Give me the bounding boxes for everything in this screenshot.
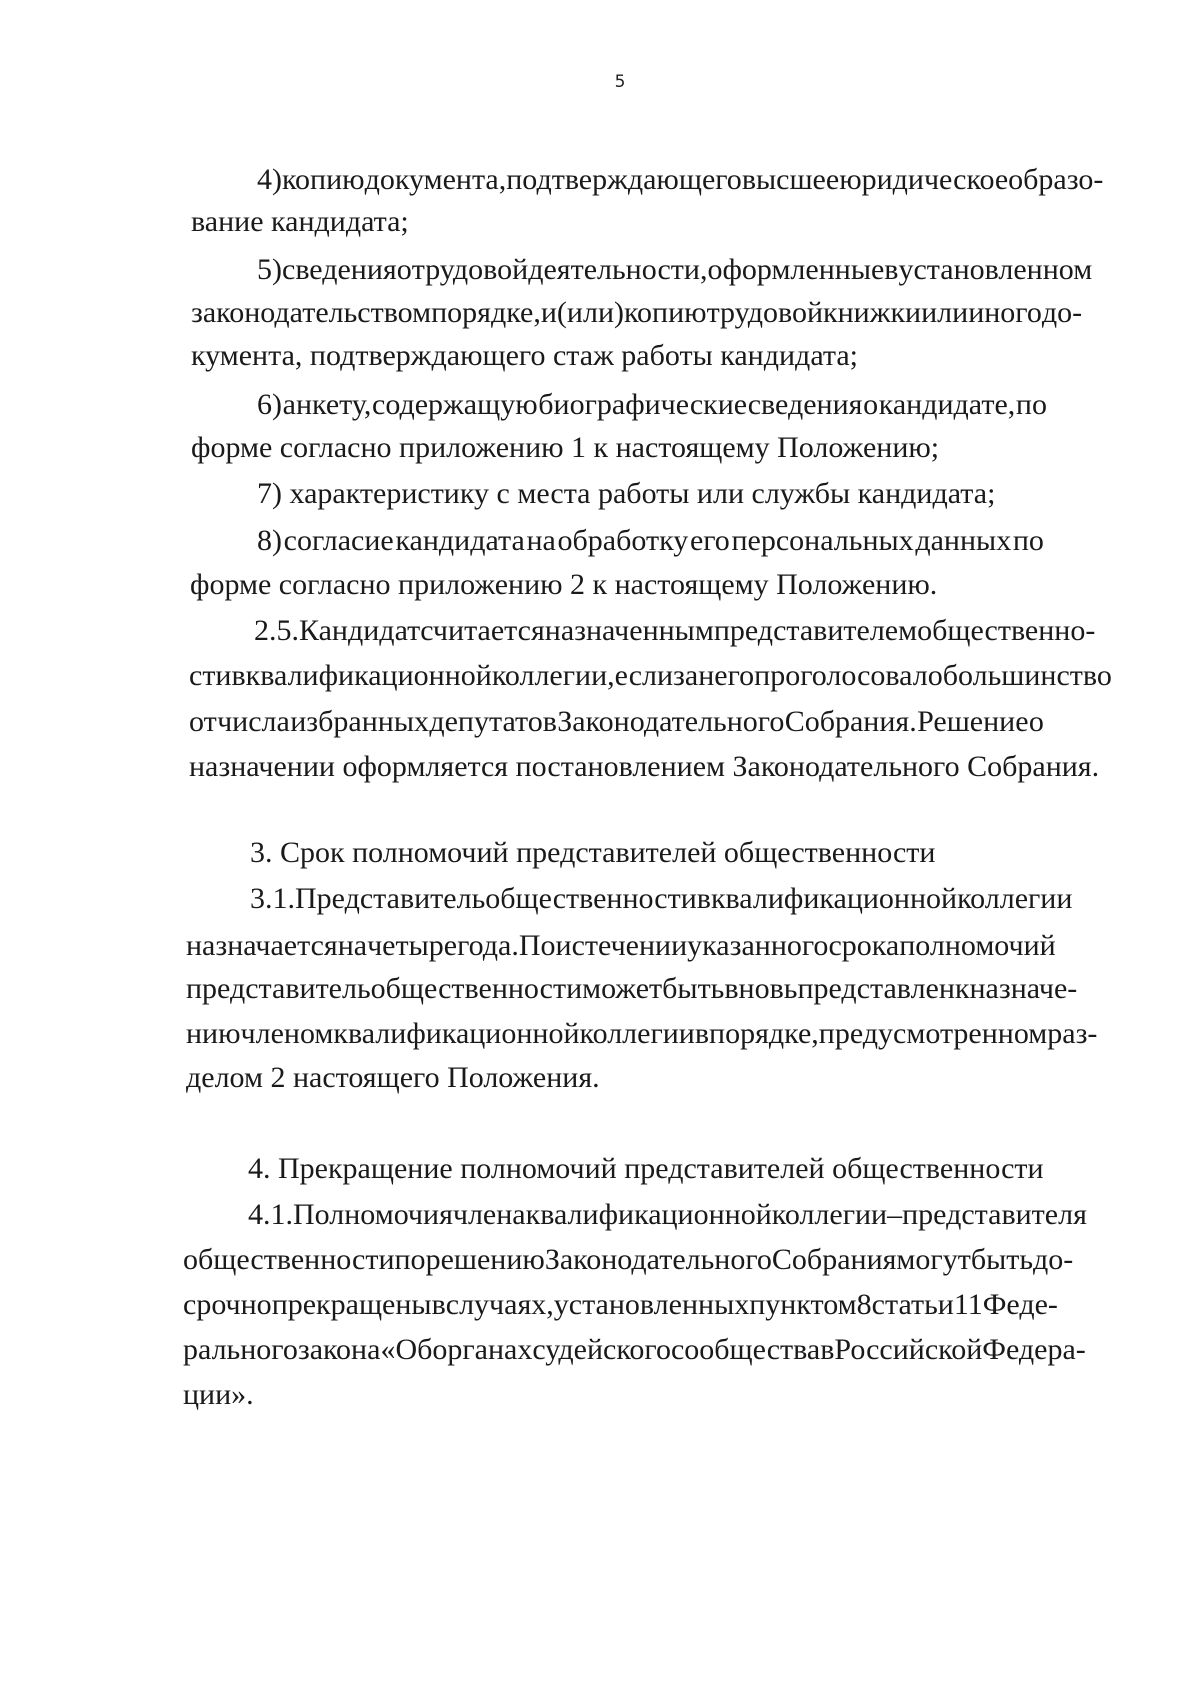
word: пунктом bbox=[749, 1288, 857, 1321]
word: Кандидат bbox=[299, 614, 421, 647]
text-line: кумента, подтверждающего стаж работы кандидата; bbox=[191, 339, 858, 372]
word: персональных bbox=[731, 524, 914, 557]
text-line: делом 2 настоящего Положения. bbox=[186, 1061, 600, 1094]
text-line bbox=[254, 614, 1096, 648]
word: общественности bbox=[183, 1243, 395, 1276]
text-line: назначении оформляется постановлением Законодательного Собрания. bbox=[189, 750, 1100, 783]
word: назначе- bbox=[969, 972, 1078, 1005]
section-heading: 4. Прекращение полномочий представителей общественности bbox=[248, 1152, 1044, 1185]
word: быть bbox=[662, 972, 725, 1005]
word: обработку bbox=[557, 524, 689, 557]
word: органах bbox=[432, 1333, 533, 1366]
word: случаях, bbox=[445, 1288, 554, 1321]
word: сообщества bbox=[670, 1333, 821, 1366]
word: образо- bbox=[1008, 163, 1104, 196]
word: до- bbox=[1033, 1243, 1074, 1276]
word: о bbox=[396, 253, 412, 286]
word: представителем bbox=[713, 614, 918, 647]
word: общественно- bbox=[917, 614, 1096, 647]
word: кандидата bbox=[395, 524, 525, 557]
word: истечении bbox=[555, 929, 688, 962]
word: членом bbox=[240, 1017, 334, 1050]
word: 11 bbox=[953, 1288, 983, 1321]
word: за bbox=[673, 659, 699, 692]
word: депутатов bbox=[429, 705, 557, 738]
word: Представитель bbox=[295, 882, 486, 915]
word: указанного bbox=[687, 929, 829, 962]
word: предусмотренном bbox=[818, 1017, 1048, 1050]
text-line bbox=[183, 1288, 1058, 1322]
word: высшее bbox=[741, 163, 840, 196]
section-heading: 3. Срок полномочий представителей общественности bbox=[250, 836, 936, 869]
word: и bbox=[540, 296, 557, 329]
word: представитель bbox=[186, 972, 371, 1005]
word: По bbox=[518, 929, 556, 962]
word: порядке, bbox=[709, 1017, 819, 1050]
word: в bbox=[694, 1017, 710, 1050]
page-number: 5 bbox=[614, 72, 626, 92]
word: книжки bbox=[823, 296, 922, 329]
word: в bbox=[820, 1333, 835, 1366]
word: установленных bbox=[553, 1288, 750, 1321]
text-line bbox=[183, 1243, 1074, 1277]
word: о bbox=[863, 388, 879, 421]
word: установленном bbox=[898, 253, 1093, 286]
word: большинство bbox=[942, 659, 1112, 692]
word: Законодательного bbox=[557, 705, 785, 738]
word: «Об bbox=[380, 1333, 433, 1366]
word: может bbox=[582, 972, 663, 1005]
word: общественности bbox=[485, 882, 697, 915]
word: в bbox=[231, 659, 246, 692]
word: коллегии bbox=[771, 1198, 888, 1231]
word: члена bbox=[452, 1198, 526, 1231]
text-line bbox=[248, 1198, 1087, 1232]
word: Решение bbox=[917, 705, 1029, 738]
word: законодательством bbox=[191, 296, 432, 329]
text-line bbox=[257, 524, 1044, 558]
word: сведения bbox=[282, 253, 397, 286]
text-line bbox=[189, 659, 1112, 693]
word: до- bbox=[1041, 296, 1083, 329]
word: срочно bbox=[183, 1288, 272, 1321]
word: кандидате, bbox=[878, 388, 1016, 421]
word: или bbox=[921, 296, 969, 329]
word: прекращены bbox=[271, 1288, 432, 1321]
word: избранных bbox=[290, 705, 429, 738]
text-line: 7) характеристику с места работы или службы кандидата; bbox=[257, 477, 996, 510]
word: о bbox=[1028, 705, 1044, 738]
word: квалификационной bbox=[245, 659, 492, 692]
word: представлен bbox=[797, 972, 955, 1005]
word: сти bbox=[189, 659, 232, 692]
word: анкету, bbox=[282, 388, 372, 421]
text-line bbox=[257, 253, 1093, 287]
word: в bbox=[431, 1288, 446, 1321]
word: Российской bbox=[834, 1333, 983, 1366]
word: 6) bbox=[257, 388, 282, 421]
word: числа bbox=[217, 705, 290, 738]
word: Полномочия bbox=[293, 1198, 453, 1231]
word: (или) bbox=[556, 296, 624, 329]
word: 8) bbox=[257, 524, 282, 557]
word: иного bbox=[968, 296, 1042, 329]
word: на bbox=[526, 524, 556, 557]
text-line bbox=[186, 972, 1078, 1006]
text-line: форме согласно приложению 1 к настоящему Положению; bbox=[191, 431, 940, 464]
word: могут bbox=[896, 1243, 971, 1276]
text-line bbox=[189, 705, 1044, 739]
word: квалификационной bbox=[333, 1017, 580, 1050]
word: рального bbox=[183, 1333, 298, 1366]
word: полномочий bbox=[899, 929, 1056, 962]
text-line bbox=[186, 1017, 1098, 1051]
word: коллегии bbox=[579, 1017, 695, 1050]
word: проголосовало bbox=[754, 659, 943, 692]
text-line: ции». bbox=[183, 1378, 254, 1411]
word: оформленные bbox=[707, 253, 885, 286]
text-line: вание кандидата; bbox=[191, 205, 409, 238]
word: от bbox=[189, 705, 217, 738]
word: копию bbox=[282, 163, 365, 196]
word: коллегии, bbox=[491, 659, 615, 692]
word: – bbox=[887, 1198, 903, 1231]
word: трудовой bbox=[706, 296, 824, 329]
word: коллегии bbox=[957, 882, 1073, 915]
word: по bbox=[394, 1243, 426, 1276]
word: Собрания. bbox=[784, 705, 917, 738]
word: содержащую bbox=[372, 388, 538, 421]
word: статьи bbox=[871, 1288, 954, 1321]
word: Законодательного bbox=[544, 1243, 772, 1276]
word: решению bbox=[425, 1243, 545, 1276]
word: 3.1. bbox=[250, 882, 295, 915]
word: срока bbox=[828, 929, 900, 962]
word: к bbox=[954, 972, 970, 1005]
text-line bbox=[183, 1333, 1086, 1367]
text-line: форме согласно приложению 2 к настоящему Положению. bbox=[190, 568, 938, 601]
word: закона bbox=[297, 1333, 381, 1366]
word: Собрания bbox=[771, 1243, 897, 1276]
word: раз- bbox=[1047, 1017, 1098, 1050]
word: 4.1. bbox=[248, 1198, 293, 1231]
word: считается bbox=[420, 614, 545, 647]
word: документа, bbox=[364, 163, 507, 196]
word: его bbox=[689, 524, 730, 557]
word: года. bbox=[457, 929, 519, 962]
word: биографические bbox=[538, 388, 748, 421]
word: назначенным bbox=[544, 614, 714, 647]
word: судейского bbox=[532, 1333, 671, 1366]
word: 8 bbox=[856, 1288, 872, 1321]
text-line bbox=[186, 929, 1056, 963]
word: 2.5. bbox=[254, 614, 299, 647]
word: представителя bbox=[902, 1198, 1087, 1231]
word: в bbox=[884, 253, 899, 286]
word: на bbox=[337, 929, 368, 962]
text-line bbox=[250, 882, 1073, 916]
word: юридическое bbox=[839, 163, 1009, 196]
word: него bbox=[698, 659, 755, 692]
word: по bbox=[1015, 388, 1047, 421]
word: Федера- bbox=[982, 1333, 1086, 1366]
word: быть bbox=[970, 1243, 1034, 1276]
word: по bbox=[1012, 524, 1044, 557]
word: порядке, bbox=[431, 296, 541, 329]
word: четыре bbox=[367, 929, 458, 962]
word: деятельности, bbox=[528, 253, 708, 286]
word: если bbox=[614, 659, 674, 692]
word: подтверждающего bbox=[506, 163, 742, 196]
word: вновь bbox=[724, 972, 798, 1005]
word: общественности bbox=[370, 972, 583, 1005]
word: 4) bbox=[257, 163, 282, 196]
word: квалификационной bbox=[525, 1198, 772, 1231]
word: в bbox=[696, 882, 711, 915]
word: согласие bbox=[283, 524, 394, 557]
text-line bbox=[257, 163, 1104, 197]
word: назначается bbox=[186, 929, 338, 962]
text-line bbox=[191, 296, 1083, 330]
text-line bbox=[257, 388, 1047, 422]
word: копию bbox=[623, 296, 707, 329]
word: Феде- bbox=[982, 1288, 1058, 1321]
word: трудовой bbox=[411, 253, 529, 286]
word: квалификационной bbox=[710, 882, 958, 915]
word: сведения bbox=[747, 388, 863, 421]
word: 5) bbox=[257, 253, 282, 286]
word: данных bbox=[915, 524, 1012, 557]
word: нию bbox=[186, 1017, 241, 1050]
